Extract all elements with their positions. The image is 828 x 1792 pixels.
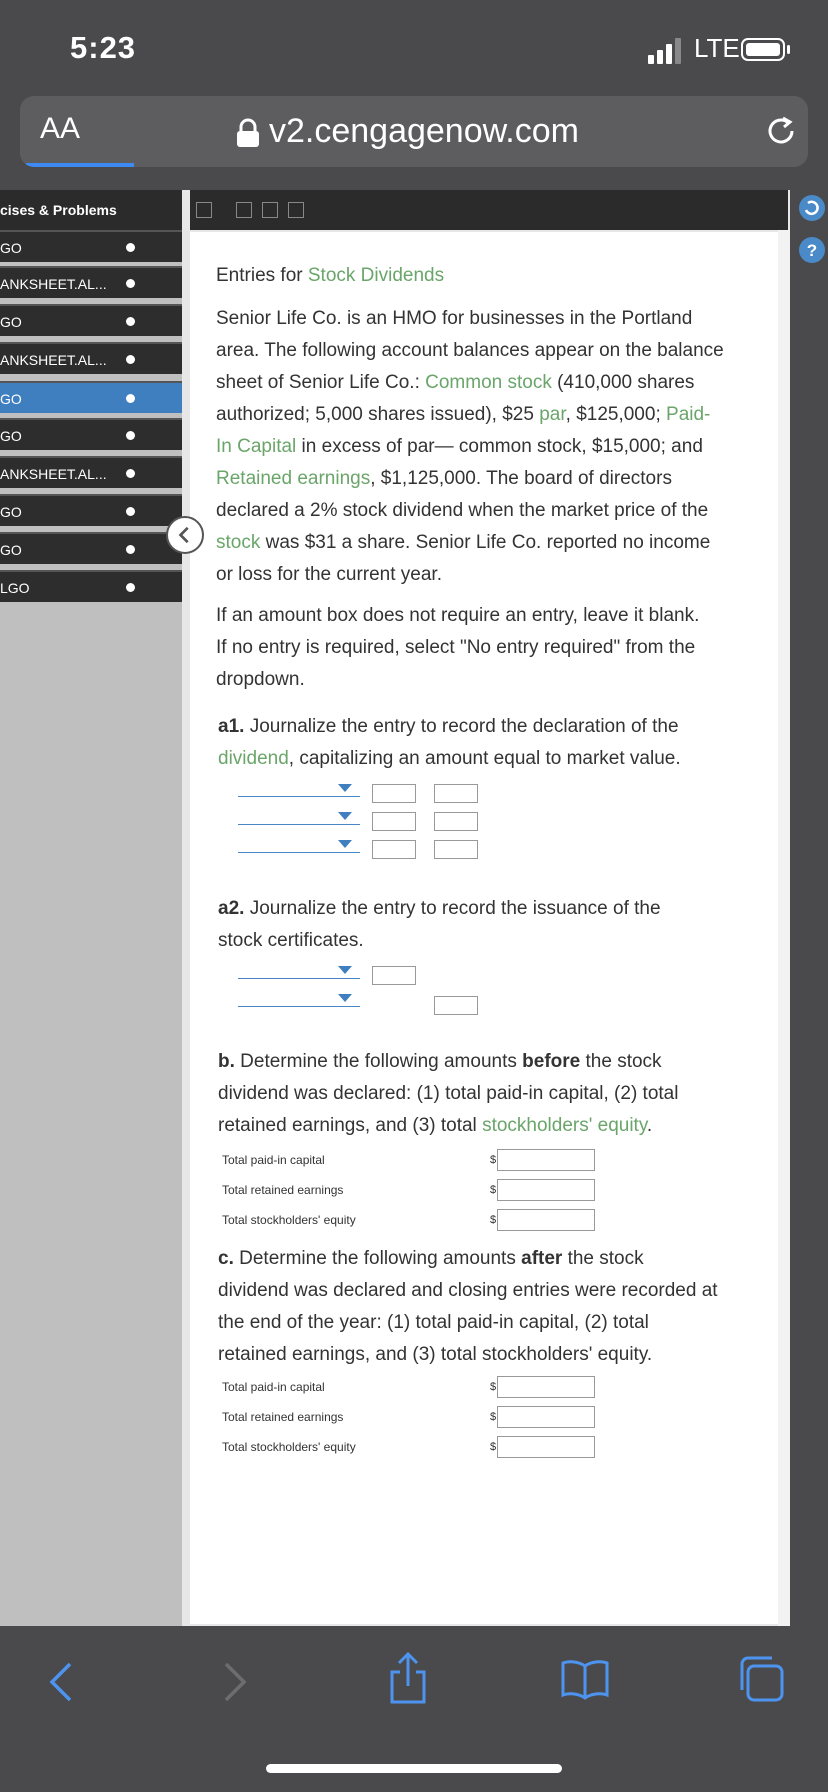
- amount-label: Total retained earnings: [222, 1410, 344, 1424]
- url-text[interactable]: v2.cengagenow.com: [269, 112, 579, 150]
- sidebar-item-label: ANKSHEET.AL...: [0, 352, 107, 368]
- intro-line: or loss for the current year.: [216, 564, 442, 585]
- sidebar-item-label: GO: [0, 428, 22, 444]
- share-icon[interactable]: [386, 1650, 430, 1706]
- status-dot: [126, 583, 135, 592]
- notes-icon[interactable]: [288, 202, 304, 218]
- intro-line: stock was $31 a share. Senior Life Co. reported no income: [216, 532, 711, 553]
- svg-text:?: ?: [806, 241, 818, 260]
- calculator-icon[interactable]: [262, 202, 278, 218]
- intro-line: In Capital in excess of par— common stock, $15,000; and: [216, 436, 703, 457]
- status-dot: [126, 317, 135, 326]
- glossary-link[interactable]: stock: [216, 532, 261, 553]
- back-icon[interactable]: [44, 1660, 78, 1704]
- account-dropdown[interactable]: [238, 978, 360, 979]
- glossary-link[interactable]: Common stock: [425, 372, 552, 393]
- print-icon[interactable]: [196, 202, 212, 218]
- currency-symbol: $: [490, 1154, 497, 1166]
- scroll-track[interactable]: [778, 230, 790, 1626]
- help-icon[interactable]: [798, 236, 826, 264]
- credit-amount-input[interactable]: [434, 784, 478, 803]
- sidebar-item-label: GO: [0, 391, 22, 407]
- sidebar-item[interactable]: [0, 342, 182, 374]
- currency-symbol: $: [490, 1411, 497, 1423]
- sidebar-item[interactable]: [0, 494, 182, 526]
- intro-line: authorized; 5,000 shares issued), $25 par, $125,000; Paid-: [216, 404, 711, 425]
- status-dot: [126, 279, 135, 288]
- status-dot: [126, 545, 135, 554]
- glossary-link[interactable]: stockholders' equity: [482, 1115, 647, 1136]
- battery-icon: [741, 38, 785, 61]
- status-bar: [0, 0, 828, 96]
- amount-label: Total stockholders' equity: [222, 1440, 356, 1454]
- bookmarks-icon[interactable]: [560, 1658, 610, 1700]
- amount-label: Total paid-in capital: [222, 1153, 325, 1167]
- amount-label: Total stockholders' equity: [222, 1213, 356, 1227]
- sidebar-item[interactable]: [0, 230, 182, 262]
- sidebar-item[interactable]: [0, 456, 182, 488]
- status-dot: [126, 507, 135, 516]
- debit-amount-input[interactable]: [372, 840, 416, 859]
- question-c: the end of the year: (1) total paid-in capital, (2) total: [218, 1312, 649, 1333]
- instruction-line: dropdown.: [216, 669, 305, 690]
- credit-amount-input[interactable]: [434, 812, 478, 831]
- currency-symbol: $: [490, 1441, 497, 1453]
- sidebar: [0, 190, 182, 1626]
- sidebar-item[interactable]: [0, 570, 182, 602]
- amount-input[interactable]: [497, 1406, 595, 1428]
- content-toolbar: [190, 190, 788, 230]
- account-dropdown[interactable]: [238, 824, 360, 825]
- glossary-link[interactable]: Retained earnings: [216, 468, 371, 489]
- glossary-link[interactable]: Stock Dividends: [307, 265, 445, 286]
- amount-input[interactable]: [497, 1376, 595, 1398]
- status-dot: [126, 355, 135, 364]
- debit-amount-input[interactable]: [372, 812, 416, 831]
- glossary-link[interactable]: par: [539, 404, 566, 425]
- amount-input[interactable]: [497, 1436, 595, 1458]
- battery-nub: [787, 45, 790, 54]
- dropdown-caret-icon[interactable]: [338, 784, 352, 792]
- sidebar-item[interactable]: [0, 381, 182, 413]
- glossary-link[interactable]: Paid-: [666, 404, 711, 425]
- tabs-icon[interactable]: [736, 1654, 786, 1704]
- credit-amount-input[interactable]: [434, 840, 478, 859]
- dropdown-caret-icon[interactable]: [338, 840, 352, 848]
- instruction-line: If an amount box does not require an entry, leave it blank.: [216, 605, 700, 626]
- currency-symbol: $: [490, 1381, 497, 1393]
- sidebar-item-label: LGO: [0, 580, 30, 596]
- status-dot: [126, 431, 135, 440]
- collapse-sidebar-button[interactable]: [166, 516, 204, 554]
- amount-input[interactable]: [497, 1209, 595, 1231]
- glossary-link[interactable]: In Capital: [216, 436, 297, 457]
- currency-symbol: $: [490, 1184, 497, 1196]
- question-c: retained earnings, and (3) total stockholders' equity.: [218, 1344, 653, 1365]
- glossary-link[interactable]: dividend: [218, 748, 289, 769]
- sidebar-item[interactable]: [0, 532, 182, 564]
- page-load-progress: [26, 163, 134, 167]
- sidebar-item-label: GO: [0, 542, 22, 558]
- dropdown-caret-icon[interactable]: [338, 994, 352, 1002]
- intro-line: declared a 2% stock dividend when the market price of the: [216, 500, 709, 521]
- status-dot: [126, 243, 135, 252]
- problem-title: Entries for Stock Dividends: [216, 265, 445, 286]
- refresh-side-icon[interactable]: [798, 194, 826, 222]
- network-label: LTE: [694, 33, 740, 63]
- question-a2: stock certificates.: [218, 930, 364, 951]
- question-a1: a1. Journalize the entry to record the declaration of the: [218, 716, 679, 737]
- sidebar-header: cises & Problems: [0, 190, 182, 230]
- dropdown-caret-icon[interactable]: [338, 812, 352, 820]
- account-dropdown[interactable]: [238, 852, 360, 853]
- instruction-line: If no entry is required, select "No entry required" from the: [216, 637, 696, 658]
- question-a1: dividend, capitalizing an amount equal to market value.: [218, 748, 681, 769]
- sidebar-item[interactable]: [0, 266, 182, 298]
- intro-line: area. The following account balances appear on the balance: [216, 340, 724, 361]
- clock: 5:23: [70, 30, 137, 65]
- video-icon[interactable]: [236, 202, 252, 218]
- currency-symbol: $: [490, 1214, 497, 1226]
- account-dropdown[interactable]: [238, 796, 360, 797]
- amount-label: Total paid-in capital: [222, 1380, 325, 1394]
- sidebar-item-label: GO: [0, 504, 22, 520]
- dropdown-caret-icon[interactable]: [338, 966, 352, 974]
- question-b: dividend was declared: (1) total paid-in capital, (2) total: [218, 1083, 679, 1104]
- text-size-button[interactable]: AA: [40, 112, 81, 145]
- question-c: dividend was declared and closing entries were recorded at: [218, 1280, 718, 1301]
- address-bar[interactable]: [20, 96, 808, 167]
- question-b: b. Determine the following amounts before the stock: [218, 1051, 662, 1072]
- amount-label: Total retained earnings: [222, 1183, 344, 1197]
- home-indicator: [266, 1764, 562, 1773]
- intro-line: Senior Life Co. is an HMO for businesses in the Portland: [216, 308, 693, 329]
- debit-amount-input[interactable]: [372, 966, 416, 985]
- sidebar-item[interactable]: [0, 304, 182, 336]
- question-c: c. Determine the following amounts after the stock: [218, 1248, 644, 1269]
- question-a2: a2. Journalize the entry to record the issuance of the: [218, 898, 661, 919]
- amount-input[interactable]: [497, 1149, 595, 1171]
- sidebar-item-label: ANKSHEET.AL...: [0, 276, 107, 292]
- signal-icon: [648, 38, 690, 64]
- credit-amount-input[interactable]: [434, 996, 478, 1015]
- status-dot: [126, 394, 135, 403]
- sidebar-item-label: GO: [0, 314, 22, 330]
- intro-line: sheet of Senior Life Co.: Common stock (410,000 shares: [216, 372, 695, 393]
- reload-icon[interactable]: [762, 112, 800, 150]
- question-b: retained earnings, and (3) total stockholders' equity.: [218, 1115, 653, 1136]
- forward-icon[interactable]: [218, 1660, 252, 1704]
- status-dot: [126, 469, 135, 478]
- sidebar-item-label: ANKSHEET.AL...: [0, 466, 107, 482]
- debit-amount-input[interactable]: [372, 784, 416, 803]
- account-dropdown[interactable]: [238, 1006, 360, 1007]
- intro-line: Retained earnings, $1,125,000. The board of directors: [216, 468, 672, 489]
- sidebar-item-label: GO: [0, 240, 22, 256]
- amount-input[interactable]: [497, 1179, 595, 1201]
- sidebar-item[interactable]: [0, 418, 182, 450]
